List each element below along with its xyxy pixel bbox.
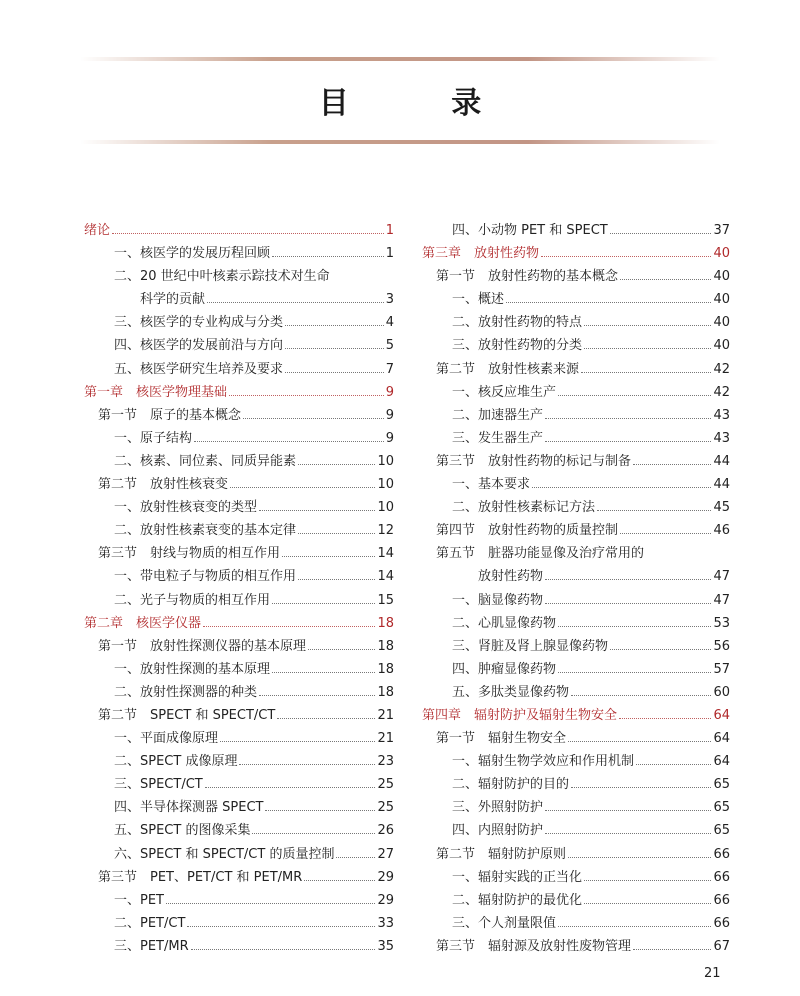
toc-entry-label: 二、核素、同位素、同质异能素	[114, 453, 297, 469]
toc-entry-page: 18	[377, 684, 394, 700]
dot-leader	[558, 926, 711, 927]
toc-entry	[84, 496, 394, 519]
dot-leader	[545, 441, 711, 442]
dot-leader	[568, 857, 711, 858]
toc-entry-page: 33	[377, 915, 394, 931]
dot-leader	[532, 487, 711, 488]
toc-entry-page: 7	[385, 361, 394, 377]
top-decorative-rule	[80, 57, 720, 61]
dot-leader	[308, 649, 375, 650]
toc-entry-page: 40	[713, 315, 730, 331]
toc-section-entry	[422, 727, 730, 750]
toc-entry-page: 18	[377, 638, 394, 654]
toc-entry-page: 64	[713, 754, 730, 770]
dot-leader	[272, 672, 375, 673]
toc-entry-page: 12	[377, 523, 394, 539]
dot-leader	[112, 233, 384, 234]
toc-entry-label: 第一章 核医学物理基础	[84, 384, 228, 400]
toc-section-entry	[422, 450, 730, 473]
dot-leader	[545, 579, 711, 580]
dot-leader	[277, 718, 375, 719]
toc-entry	[84, 750, 394, 773]
toc-entry	[422, 219, 730, 242]
dot-leader	[272, 256, 384, 257]
toc-entry-label: 一、概述	[452, 292, 505, 308]
page-number: 21	[704, 966, 721, 981]
toc-entry-label: 三、外照射防护	[452, 800, 544, 816]
toc-entry	[84, 773, 394, 796]
toc-entry-label: 一、辐射生物学效应和作用机制	[452, 754, 635, 770]
toc-entry	[422, 334, 730, 357]
toc-entry-label: 一、辐射实践的正当化	[452, 869, 583, 885]
dot-leader	[545, 418, 711, 419]
dot-leader	[259, 695, 375, 696]
toc-chapter-entry	[84, 381, 394, 404]
toc-left-column	[84, 219, 394, 958]
toc-section-entry	[422, 519, 730, 542]
toc-entry-label: 三、PET/MR	[114, 938, 189, 954]
toc-entry-page: 21	[377, 731, 394, 747]
toc-entry-label: 一、放射性探测的基本原理	[114, 661, 271, 677]
toc-entry	[84, 265, 394, 288]
toc-entry-label: 三、发生器生产	[452, 430, 544, 446]
dot-leader	[558, 672, 711, 673]
dot-leader	[597, 510, 711, 511]
toc-entry-label: 二、加速器生产	[452, 407, 544, 423]
dot-leader	[571, 787, 711, 788]
toc-entry-page: 10	[377, 500, 394, 516]
toc-entry-page: 67	[713, 938, 730, 954]
dot-leader	[568, 741, 711, 742]
dot-leader	[636, 764, 711, 765]
toc-entry	[84, 334, 394, 357]
dot-leader	[620, 279, 711, 280]
toc-entry-page: 3	[385, 292, 394, 308]
toc-entry-page: 66	[713, 869, 730, 885]
toc-entry	[422, 288, 730, 311]
toc-chapter-entry	[422, 704, 730, 727]
toc-entry-page: 29	[377, 869, 394, 885]
toc-entry	[84, 311, 394, 334]
toc-entry-page: 57	[713, 661, 730, 677]
dot-leader	[243, 418, 384, 419]
dot-leader	[220, 741, 375, 742]
toc-entry-label: 第一节 放射性药物的基本概念	[436, 269, 619, 285]
dot-leader	[620, 533, 711, 534]
dot-leader	[259, 510, 375, 511]
dot-leader	[230, 487, 375, 488]
dot-leader	[194, 441, 384, 442]
toc-entry-label: 第二节 SPECT 和 SPECT/CT	[98, 707, 276, 723]
toc-entry	[422, 565, 730, 588]
toc-entry-label: 四、内照射防护	[452, 823, 544, 839]
dot-leader	[584, 880, 711, 881]
toc-entry-label: 三、SPECT/CT	[114, 777, 203, 793]
dot-leader	[298, 579, 375, 580]
toc-chapter-entry	[422, 242, 730, 265]
toc-entry-label: 第三节 辐射源及放射性废物管理	[436, 938, 632, 954]
toc-entry	[84, 589, 394, 612]
dot-leader	[610, 233, 712, 234]
toc-entry	[84, 288, 394, 311]
dot-leader	[304, 880, 375, 881]
dot-leader	[282, 556, 375, 557]
toc-entry-label: 五、多肽类显像药物	[452, 684, 570, 700]
toc-entry-page: 42	[713, 361, 730, 377]
toc-entry-label: 一、带电粒子与物质的相互作用	[114, 569, 297, 585]
dot-leader	[166, 903, 375, 904]
toc-entry-page: 60	[713, 684, 730, 700]
toc-entry-page: 47	[713, 592, 730, 608]
toc-entry-page: 1	[385, 246, 394, 262]
toc-entry	[422, 912, 730, 935]
toc-entry	[84, 843, 394, 866]
dot-leader	[298, 464, 375, 465]
toc-entry	[84, 727, 394, 750]
dot-leader	[584, 325, 711, 326]
toc-entry-label: 二、SPECT 成像原理	[114, 754, 238, 770]
toc-entry-label: 一、核医学的发展历程回顾	[114, 246, 271, 262]
toc-section-entry	[422, 358, 730, 381]
toc-entry-label: 第四章 辐射防护及辐射生物安全	[422, 707, 618, 723]
toc-section-entry	[422, 265, 730, 288]
toc-entry	[422, 311, 730, 334]
dot-leader	[545, 810, 711, 811]
toc-entry-label: 二、放射性核素标记方法	[452, 500, 596, 516]
toc-entry-page: 1	[385, 223, 394, 238]
toc-entry	[84, 450, 394, 473]
toc-chapter-entry	[84, 612, 394, 635]
toc-entry-label: 一、PET	[114, 892, 164, 908]
toc-entry-page: 66	[713, 915, 730, 931]
dot-leader	[633, 949, 711, 950]
toc-entry	[84, 935, 394, 958]
toc-section-entry	[84, 473, 394, 496]
toc-section-entry	[84, 704, 394, 727]
toc-entry-label: 绪论	[84, 223, 111, 238]
dot-leader	[541, 256, 711, 257]
dot-leader	[571, 695, 711, 696]
toc-chapter-entry	[84, 219, 394, 242]
toc-section-entry	[84, 404, 394, 427]
toc-entry-label: 第二节 放射性核素来源	[436, 361, 580, 377]
toc-entry-label: 三、肾脏及肾上腺显像药物	[452, 638, 609, 654]
toc-section-entry	[422, 843, 730, 866]
toc-entry-label: 二、20 世纪中叶核素示踪技术对生命	[114, 269, 330, 285]
toc-entry-page: 37	[713, 223, 730, 238]
toc-entry	[84, 658, 394, 681]
toc-entry-page: 21	[377, 707, 394, 723]
toc-entry-page: 40	[713, 338, 730, 354]
toc-entry	[422, 681, 730, 704]
toc-entry-label: 第三节 PET、PET/CT 和 PET/MR	[98, 869, 303, 885]
toc-entry-label: 第一节 放射性探测仪器的基本原理	[98, 638, 307, 654]
bottom-decorative-rule	[80, 140, 720, 144]
toc-entry-page: 10	[377, 477, 394, 493]
toc-entry-label: 第二节 辐射防护原则	[436, 846, 567, 862]
toc-entry	[422, 750, 730, 773]
toc-entry-label: 第四节 放射性药物的质量控制	[436, 523, 619, 539]
toc-entry-page: 23	[377, 754, 394, 770]
toc-entry	[84, 519, 394, 542]
dot-leader	[285, 325, 384, 326]
dot-leader	[298, 533, 375, 534]
toc-entry-label: 二、光子与物质的相互作用	[114, 592, 271, 608]
toc-entry-page: 46	[713, 523, 730, 539]
toc-entry-page: 43	[713, 430, 730, 446]
dot-leader	[203, 626, 375, 627]
toc-entry-page: 42	[713, 384, 730, 400]
toc-entry-page: 56	[713, 638, 730, 654]
toc-entry-page: 65	[713, 800, 730, 816]
toc-entry	[84, 681, 394, 704]
dot-leader	[506, 302, 711, 303]
toc-entry-page: 40	[713, 246, 730, 262]
toc-entry	[422, 819, 730, 842]
toc-entry-page: 26	[377, 823, 394, 839]
toc-entry-label: 三、核医学的专业构成与分类	[114, 315, 284, 331]
toc-entry-page: 18	[377, 661, 394, 677]
toc-right-column	[422, 219, 730, 958]
toc-entry-label: 三、放射性药物的分类	[452, 338, 583, 354]
toc-entry-page: 66	[713, 846, 730, 862]
toc-entry	[422, 404, 730, 427]
toc-section-entry	[422, 935, 730, 958]
toc-entry	[422, 427, 730, 450]
toc-entry-page: 5	[385, 338, 394, 354]
toc-entry	[422, 473, 730, 496]
toc-section-entry	[84, 542, 394, 565]
toc-entry-label: 第三章 放射性药物	[422, 246, 540, 262]
toc-entry-label: 二、心肌显像药物	[452, 615, 557, 631]
toc-entry	[84, 889, 394, 912]
toc-entry-page: 35	[377, 938, 394, 954]
dot-leader	[584, 348, 711, 349]
toc-entry-label: 第五节 脏器功能显像及治疗常用的	[436, 546, 645, 562]
toc-entry-page: 4	[385, 315, 394, 331]
dot-leader	[584, 903, 711, 904]
toc-entry-page: 66	[713, 892, 730, 908]
dot-leader	[581, 372, 711, 373]
toc-entry	[84, 796, 394, 819]
dot-leader	[610, 649, 711, 650]
toc-entry	[84, 565, 394, 588]
toc-entry-page: 47	[713, 569, 730, 585]
dot-leader	[558, 626, 711, 627]
toc-entry-label: 第一节 原子的基本概念	[98, 407, 242, 423]
toc-section-entry	[84, 866, 394, 889]
dot-leader	[285, 348, 384, 349]
toc-entry-label: 放射性药物	[478, 569, 544, 585]
toc-entry-label: 第一节 辐射生物安全	[436, 731, 567, 747]
toc-entry-label: 一、核反应堆生产	[452, 384, 557, 400]
toc-entry-page: 45	[713, 500, 730, 516]
toc-entry	[84, 358, 394, 381]
toc-entry-page: 65	[713, 823, 730, 839]
toc-entry-page: 64	[713, 707, 730, 723]
toc-entry-page: 14	[377, 569, 394, 585]
toc-entry	[84, 819, 394, 842]
toc-entry-label: 四、半导体探测器 SPECT	[114, 800, 264, 816]
toc-entry-page: 10	[377, 453, 394, 469]
toc-entry-page: 44	[713, 453, 730, 469]
dot-leader	[558, 395, 711, 396]
dot-leader	[229, 395, 384, 396]
toc-entry-page: 15	[377, 592, 394, 608]
toc-entry-page: 40	[713, 292, 730, 308]
toc-entry	[422, 866, 730, 889]
toc-entry	[84, 427, 394, 450]
toc-entry-page: 9	[385, 430, 394, 446]
dot-leader	[239, 764, 375, 765]
toc-entry	[422, 889, 730, 912]
toc-section-entry	[422, 542, 730, 565]
toc-entry-label: 第三节 射线与物质的相互作用	[98, 546, 281, 562]
toc-entry	[422, 635, 730, 658]
toc-entry	[422, 589, 730, 612]
toc-entry	[422, 381, 730, 404]
toc-entry-page: 9	[385, 384, 394, 400]
dot-leader	[187, 926, 375, 927]
toc-entry	[422, 773, 730, 796]
toc-entry-label: 一、放射性核衰变的类型	[114, 500, 258, 516]
toc-entry	[422, 658, 730, 681]
toc-entry-page: 43	[713, 407, 730, 423]
toc-entry-page: 25	[377, 777, 394, 793]
toc-entry-page: 18	[377, 615, 394, 631]
toc-entry-page: 27	[377, 846, 394, 862]
toc-entry-page: 64	[713, 731, 730, 747]
dot-leader	[545, 833, 711, 834]
page-title: 目 录	[318, 86, 528, 121]
toc-entry-label: 一、原子结构	[114, 430, 193, 446]
toc-section-entry	[84, 635, 394, 658]
dot-leader	[272, 603, 375, 604]
toc-entry-label: 四、肿瘤显像药物	[452, 661, 557, 677]
dot-leader	[285, 372, 384, 373]
toc-entry-page: 40	[713, 269, 730, 285]
toc-entry-label: 六、SPECT 和 SPECT/CT 的质量控制	[114, 846, 335, 862]
toc-entry-label: 第二节 放射性核衰变	[98, 477, 229, 493]
toc-entry-label: 一、基本要求	[452, 477, 531, 493]
toc-entry-label: 三、个人剂量限值	[452, 915, 557, 931]
toc-entry-label: 科学的贡献	[140, 292, 206, 308]
toc-entry-label: 二、辐射防护的目的	[452, 777, 570, 793]
toc-entry-label: 第二章 核医学仪器	[84, 615, 202, 631]
toc-entry-label: 一、脑显像药物	[452, 592, 544, 608]
toc-entry-page: 44	[713, 477, 730, 493]
toc-entry-label: 二、辐射防护的最优化	[452, 892, 583, 908]
toc-entry-label: 二、放射性药物的特点	[452, 315, 583, 331]
dot-leader	[336, 857, 375, 858]
toc-entry-label: 二、放射性核素衰变的基本定律	[114, 523, 297, 539]
toc-entry-page: 14	[377, 546, 394, 562]
dot-leader	[205, 787, 376, 788]
dot-leader	[619, 718, 711, 719]
toc-entry	[84, 242, 394, 265]
toc-entry-label: 五、SPECT 的图像采集	[114, 823, 251, 839]
dot-leader	[265, 810, 375, 811]
dot-leader	[545, 603, 711, 604]
toc-entry	[422, 496, 730, 519]
toc-entry	[422, 612, 730, 635]
toc-entry-label: 二、PET/CT	[114, 915, 186, 931]
toc-entry-page: 25	[377, 800, 394, 816]
toc-entry-label: 四、小动物 PET 和 SPECT	[452, 223, 608, 238]
toc-entry	[84, 912, 394, 935]
toc-entry-page: 53	[713, 615, 730, 631]
dot-leader	[633, 464, 711, 465]
toc-entry-page: 9	[385, 407, 394, 423]
toc-entry-label: 一、平面成像原理	[114, 731, 219, 747]
dot-leader	[191, 949, 376, 950]
toc-entry-label: 四、核医学的发展前沿与方向	[114, 338, 284, 354]
toc-entry-page: 29	[377, 892, 394, 908]
dot-leader	[252, 833, 375, 834]
toc-entry-label: 五、核医学研究生培养及要求	[114, 361, 284, 377]
toc-entry-label: 二、放射性探测器的种类	[114, 684, 258, 700]
dot-leader	[207, 302, 384, 303]
toc-entry-page: 65	[713, 777, 730, 793]
toc-entry	[422, 796, 730, 819]
toc-entry-label: 第三节 放射性药物的标记与制备	[436, 453, 632, 469]
